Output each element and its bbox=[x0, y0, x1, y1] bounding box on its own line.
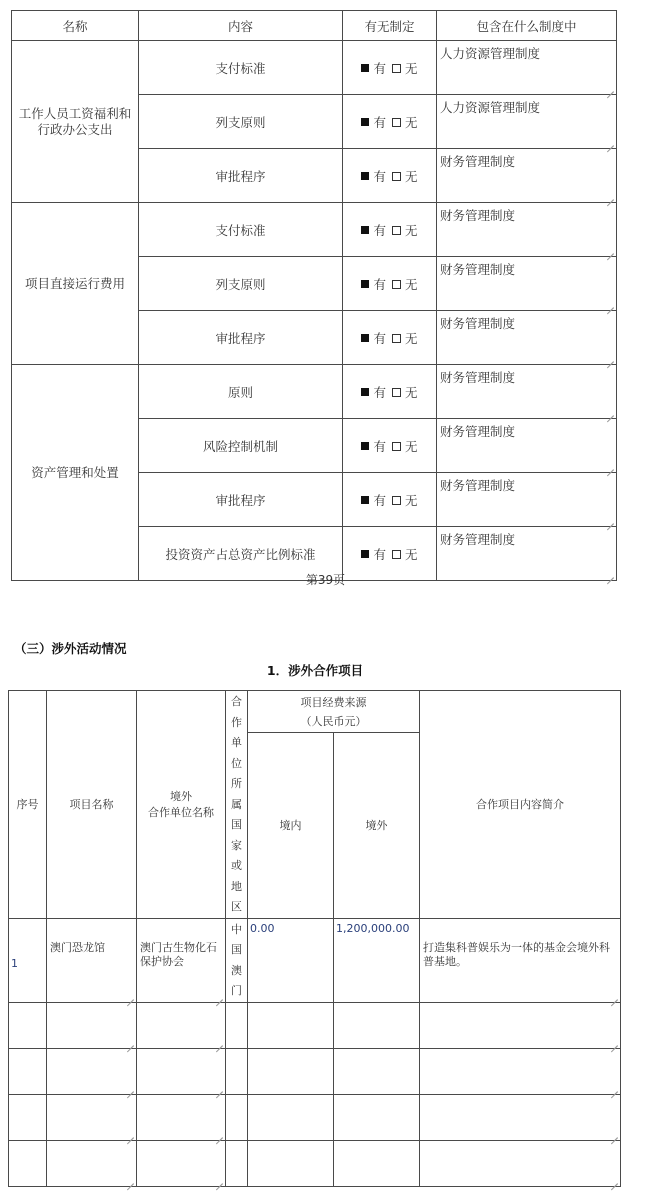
header-domestic: 境内 bbox=[248, 733, 334, 918]
rules-table bbox=[11, 10, 617, 581]
country-char: 澳 bbox=[231, 963, 242, 977]
unchecked-box-icon[interactable] bbox=[392, 226, 401, 235]
project-name-field[interactable] bbox=[47, 1048, 137, 1094]
resize-grip-icon[interactable] bbox=[607, 139, 614, 146]
country-cell bbox=[226, 918, 248, 1002]
resize-grip-icon[interactable] bbox=[611, 1085, 618, 1092]
established-choice bbox=[343, 149, 437, 203]
coop-table bbox=[8, 690, 621, 1187]
summary-field[interactable] bbox=[420, 1048, 621, 1094]
country-cell bbox=[226, 1002, 248, 1048]
established-choice bbox=[343, 203, 437, 257]
partner-field[interactable] bbox=[137, 918, 226, 1002]
country-header-char: 所 bbox=[231, 777, 242, 790]
seq-cell bbox=[9, 1094, 47, 1140]
checked-box-icon[interactable] bbox=[361, 64, 369, 72]
resize-grip-icon[interactable] bbox=[216, 1177, 223, 1184]
rule-item: 审批程序 bbox=[139, 311, 343, 365]
no-label: 无 bbox=[405, 168, 418, 184]
country-char: 中 bbox=[231, 922, 242, 936]
coop-row bbox=[9, 1140, 621, 1186]
yes-label: 有 bbox=[373, 330, 386, 346]
checked-box-icon[interactable] bbox=[361, 442, 369, 450]
rules-row bbox=[12, 41, 617, 95]
partner-text: 澳门古生物化石保护协会 bbox=[140, 940, 217, 968]
header-funding-line1: 项目经费来源 bbox=[300, 695, 367, 709]
header-summary: 合作项目内容简介 bbox=[420, 691, 621, 919]
header-project-name: 项目名称 bbox=[47, 691, 137, 919]
country-header-char: 位 bbox=[231, 756, 242, 770]
project-name-field[interactable] bbox=[47, 918, 137, 1002]
country-header-char: 作 bbox=[231, 715, 242, 729]
coop-row bbox=[9, 918, 621, 1002]
checked-box-icon[interactable] bbox=[361, 118, 369, 126]
system-textarea[interactable] bbox=[437, 95, 617, 149]
no-label: 无 bbox=[405, 114, 418, 130]
domestic-field[interactable] bbox=[248, 1002, 334, 1048]
yes-label: 有 bbox=[373, 168, 386, 184]
header-seq: 序号 bbox=[9, 691, 47, 919]
resize-grip-icon[interactable] bbox=[607, 247, 614, 254]
established-choice bbox=[343, 95, 437, 149]
established-choice bbox=[343, 473, 437, 527]
checked-box-icon[interactable] bbox=[361, 496, 369, 504]
header-partner-line2: 合作单位名称 bbox=[148, 806, 214, 820]
unchecked-box-icon[interactable] bbox=[392, 496, 401, 505]
seq-cell bbox=[9, 918, 47, 1002]
country-cell bbox=[226, 1094, 248, 1140]
system-text: 财务管理制度 bbox=[440, 370, 516, 385]
overseas-field[interactable] bbox=[334, 918, 420, 1002]
project-name-text: 澳门恐龙馆 bbox=[50, 940, 105, 954]
overseas-amount: 1,200,000.00 bbox=[336, 921, 410, 935]
no-label: 无 bbox=[405, 546, 418, 562]
resize-grip-icon[interactable] bbox=[611, 1131, 618, 1138]
project-name-field[interactable] bbox=[47, 1094, 137, 1140]
domestic-field[interactable] bbox=[248, 1094, 334, 1140]
unchecked-box-icon[interactable] bbox=[392, 118, 401, 127]
resize-grip-icon[interactable] bbox=[216, 993, 223, 1000]
country-header-char: 家 bbox=[231, 838, 242, 852]
established-choice bbox=[343, 41, 437, 95]
summary-field[interactable] bbox=[420, 1094, 621, 1140]
category-name: 工作人员工资福利和行政办公支出 bbox=[12, 41, 139, 203]
rule-item: 审批程序 bbox=[139, 473, 343, 527]
coop-row bbox=[9, 1002, 621, 1048]
header-content: 内容 bbox=[139, 11, 343, 41]
rule-item: 投资资产占总资产比例标准 bbox=[139, 527, 343, 581]
resize-grip-icon[interactable] bbox=[607, 463, 614, 470]
checked-box-icon[interactable] bbox=[361, 226, 369, 234]
category-name: 项目直接运行费用 bbox=[12, 203, 139, 365]
system-text: 财务管理制度 bbox=[440, 532, 516, 547]
unchecked-box-icon[interactable] bbox=[392, 172, 401, 181]
seq-cell bbox=[9, 1048, 47, 1094]
partner-field[interactable] bbox=[137, 1048, 226, 1094]
rules-row bbox=[12, 203, 617, 257]
summary-text: 打造集科普娱乐为一体的基金会境外科普基地。 bbox=[423, 940, 610, 968]
country-header-char: 属 bbox=[231, 797, 242, 811]
checked-box-icon[interactable] bbox=[361, 388, 369, 396]
yes-label: 有 bbox=[373, 438, 386, 454]
header-partner bbox=[137, 691, 226, 919]
unchecked-box-icon[interactable] bbox=[392, 388, 401, 397]
system-text: 财务管理制度 bbox=[440, 424, 516, 439]
country-char: 门 bbox=[231, 984, 242, 997]
system-text: 人力资源管理制度 bbox=[440, 100, 541, 115]
summary-field[interactable] bbox=[420, 1140, 621, 1186]
unchecked-box-icon[interactable] bbox=[392, 442, 401, 451]
category-name: 资产管理和处置 bbox=[12, 365, 139, 581]
country-header-char: 国 bbox=[231, 818, 242, 831]
resize-grip-icon[interactable] bbox=[611, 1039, 618, 1046]
domestic-field[interactable] bbox=[248, 1140, 334, 1186]
system-textarea[interactable] bbox=[437, 419, 617, 473]
header-name: 名称 bbox=[12, 11, 139, 41]
sub-title: 1．涉外合作项目 bbox=[266, 663, 364, 678]
resize-grip-icon[interactable] bbox=[607, 355, 614, 362]
resize-grip-icon[interactable] bbox=[607, 301, 614, 308]
rule-item: 支付标准 bbox=[139, 41, 343, 95]
summary-field[interactable] bbox=[420, 1002, 621, 1048]
rules-row bbox=[12, 365, 617, 419]
resize-grip-icon[interactable] bbox=[127, 1039, 134, 1046]
system-textarea[interactable] bbox=[437, 473, 617, 527]
system-text: 财务管理制度 bbox=[440, 208, 516, 223]
resize-grip-icon[interactable] bbox=[607, 409, 614, 416]
system-text: 财务管理制度 bbox=[440, 316, 516, 331]
no-label: 无 bbox=[405, 438, 418, 454]
partner-field[interactable] bbox=[137, 1002, 226, 1048]
system-textarea[interactable] bbox=[437, 311, 617, 365]
no-label: 无 bbox=[405, 60, 418, 76]
yes-label: 有 bbox=[373, 492, 386, 508]
header-funding-line2: （人民币元） bbox=[300, 714, 367, 728]
established-choice bbox=[343, 257, 437, 311]
rule-item: 风险控制机制 bbox=[139, 419, 343, 473]
country-cell bbox=[226, 1048, 248, 1094]
coop-body bbox=[9, 918, 621, 1186]
coop-row bbox=[9, 1094, 621, 1140]
resize-grip-icon[interactable] bbox=[611, 1177, 618, 1184]
coop-row bbox=[9, 1048, 621, 1094]
no-label: 无 bbox=[405, 222, 418, 238]
domestic-amount: 0.00 bbox=[250, 921, 275, 935]
system-text: 财务管理制度 bbox=[440, 262, 516, 277]
country-char: 国 bbox=[231, 943, 242, 956]
seq-cell bbox=[9, 1140, 47, 1186]
country-header-char: 合 bbox=[231, 695, 242, 708]
rule-item: 列支原则 bbox=[139, 95, 343, 149]
header-country bbox=[226, 691, 248, 919]
domestic-field[interactable] bbox=[248, 918, 334, 1002]
country-header-char: 区 bbox=[231, 900, 242, 913]
project-name-field[interactable] bbox=[47, 1140, 137, 1186]
header-established: 有无制定 bbox=[343, 11, 437, 41]
country-header-char: 或 bbox=[231, 859, 242, 872]
yes-label: 有 bbox=[373, 384, 386, 400]
checked-box-icon[interactable] bbox=[361, 334, 369, 342]
rule-item: 列支原则 bbox=[139, 257, 343, 311]
partner-field[interactable] bbox=[137, 1140, 226, 1186]
system-textarea[interactable] bbox=[437, 203, 617, 257]
system-textarea[interactable] bbox=[437, 149, 617, 203]
yes-label: 有 bbox=[373, 114, 386, 130]
country-header-char: 单 bbox=[231, 736, 242, 749]
established-choice bbox=[343, 365, 437, 419]
resize-grip-icon[interactable] bbox=[607, 517, 614, 524]
country-header-char: 地 bbox=[231, 879, 242, 893]
no-label: 无 bbox=[405, 492, 418, 508]
established-choice bbox=[343, 419, 437, 473]
unchecked-box-icon[interactable] bbox=[392, 280, 401, 289]
yes-label: 有 bbox=[373, 60, 386, 76]
checked-box-icon[interactable] bbox=[361, 172, 369, 180]
partner-field[interactable] bbox=[137, 1094, 226, 1140]
system-text: 人力资源管理制度 bbox=[440, 46, 541, 61]
summary-field[interactable] bbox=[420, 918, 621, 1002]
no-label: 无 bbox=[405, 384, 418, 400]
rules-header-row bbox=[12, 11, 617, 41]
section-title: （三）涉外活动情况 bbox=[14, 641, 127, 656]
yes-label: 有 bbox=[373, 276, 386, 292]
established-choice bbox=[343, 311, 437, 365]
resize-grip-icon[interactable] bbox=[216, 1131, 223, 1138]
resize-grip-icon[interactable] bbox=[127, 993, 134, 1000]
resize-grip-icon[interactable] bbox=[607, 193, 614, 200]
page-number: 第39页 bbox=[305, 573, 346, 587]
header-funding bbox=[248, 691, 420, 733]
unchecked-box-icon[interactable] bbox=[392, 550, 401, 559]
no-label: 无 bbox=[405, 330, 418, 346]
resize-grip-icon[interactable] bbox=[607, 85, 614, 92]
seq-cell bbox=[9, 1002, 47, 1048]
system-textarea[interactable] bbox=[437, 365, 617, 419]
overseas-field[interactable] bbox=[334, 1002, 420, 1048]
resize-grip-icon[interactable] bbox=[611, 993, 618, 1000]
resize-grip-icon[interactable] bbox=[127, 1131, 134, 1138]
rule-item: 支付标准 bbox=[139, 203, 343, 257]
seq-text: 1 bbox=[11, 956, 18, 970]
system-text: 财务管理制度 bbox=[440, 478, 516, 493]
overseas-field[interactable] bbox=[334, 1048, 420, 1094]
yes-label: 有 bbox=[373, 546, 386, 562]
rules-body bbox=[12, 41, 617, 581]
yes-label: 有 bbox=[373, 222, 386, 238]
checked-box-icon[interactable] bbox=[361, 550, 369, 558]
resize-grip-icon[interactable] bbox=[216, 1085, 223, 1092]
no-label: 无 bbox=[405, 276, 418, 292]
system-text: 财务管理制度 bbox=[440, 154, 516, 169]
rule-item: 原则 bbox=[139, 365, 343, 419]
unchecked-box-icon[interactable] bbox=[392, 334, 401, 343]
coop-header-row bbox=[9, 691, 621, 733]
overseas-field[interactable] bbox=[334, 1140, 420, 1186]
header-partner-line1: 境外 bbox=[170, 790, 192, 804]
project-name-field[interactable] bbox=[47, 1002, 137, 1048]
domestic-field[interactable] bbox=[248, 1048, 334, 1094]
country-cell bbox=[226, 1140, 248, 1186]
resize-grip-icon[interactable] bbox=[216, 1039, 223, 1046]
resize-grip-icon[interactable] bbox=[127, 1177, 134, 1184]
header-included-in: 包含在什么制度中 bbox=[437, 11, 617, 41]
header-overseas: 境外 bbox=[334, 733, 420, 918]
checked-box-icon[interactable] bbox=[361, 280, 369, 288]
system-textarea[interactable] bbox=[437, 41, 617, 95]
overseas-field[interactable] bbox=[334, 1094, 420, 1140]
resize-grip-icon[interactable] bbox=[127, 1085, 134, 1092]
system-textarea[interactable] bbox=[437, 257, 617, 311]
unchecked-box-icon[interactable] bbox=[392, 64, 401, 73]
rule-item: 审批程序 bbox=[139, 149, 343, 203]
